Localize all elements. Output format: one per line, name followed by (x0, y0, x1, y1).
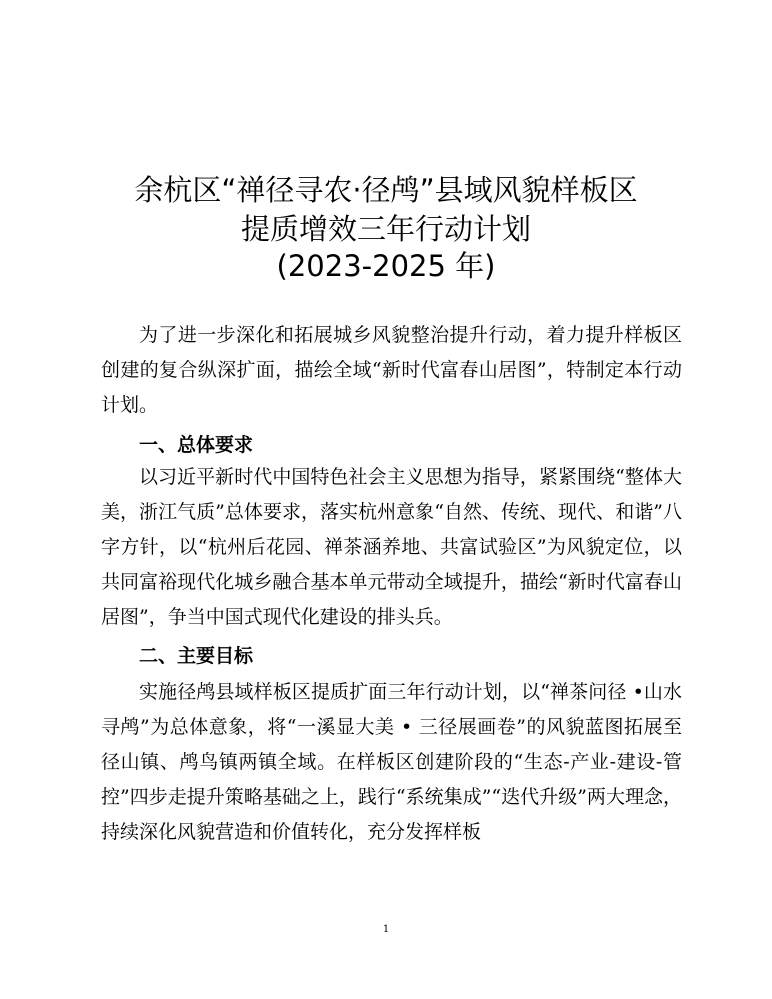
main-goals-paragraph: 实施径鸬县域样板区提质扩面三年行动计划，以“禅茶问径 •山水寻鸬”为总体意象，将“一溪显大美 • 三径展画卷”的风貌蓝图拓展至径山镇、鸬鸟镇两镇全域。在样板区创建阶段的“生态-产业-建设-管控”四步走提升策略基础之上，践行“系统集成”“迭代升级”两大理念，持续深化风貌营造和价值转化，充分发挥样板 (101, 681, 682, 843)
intro-paragraph: 为了进一步深化和拓展城乡风貌整治提升行动，着力提升样板区创建的复合纵深扩面，描绘全域“新时代富春山居图”，特制定本行动计划。 (101, 324, 682, 416)
overall-requirements-paragraph: 以习近平新时代中国特色社会主义思想为指导，紧紧围绕“整体大美，浙江气质”总体要求，落实杭州意象“自然、传统、现代、和谐”八字方针，以“杭州后花园、禅茶涵养地、共富试验区”为风貌定位，以共同富裕现代化城乡融合基本单元带动全域提升，描绘“新时代富春山居图”，争当中国式现代化建设的排头兵。 (101, 466, 682, 628)
section-heading-main-goals: 二、主要目标 (139, 645, 254, 667)
section-heading-overall-requirements: 一、总体要求 (139, 434, 254, 456)
document-title-line-2: 提质增效三年行动计划 (240, 212, 531, 246)
document-title-line-3: (2023-2025 年) (276, 249, 496, 283)
page-number: 1 (382, 924, 390, 935)
document-title-line-1: 余杭区“禅径寻农·径鸬”县域风貌样板区 (134, 173, 638, 207)
